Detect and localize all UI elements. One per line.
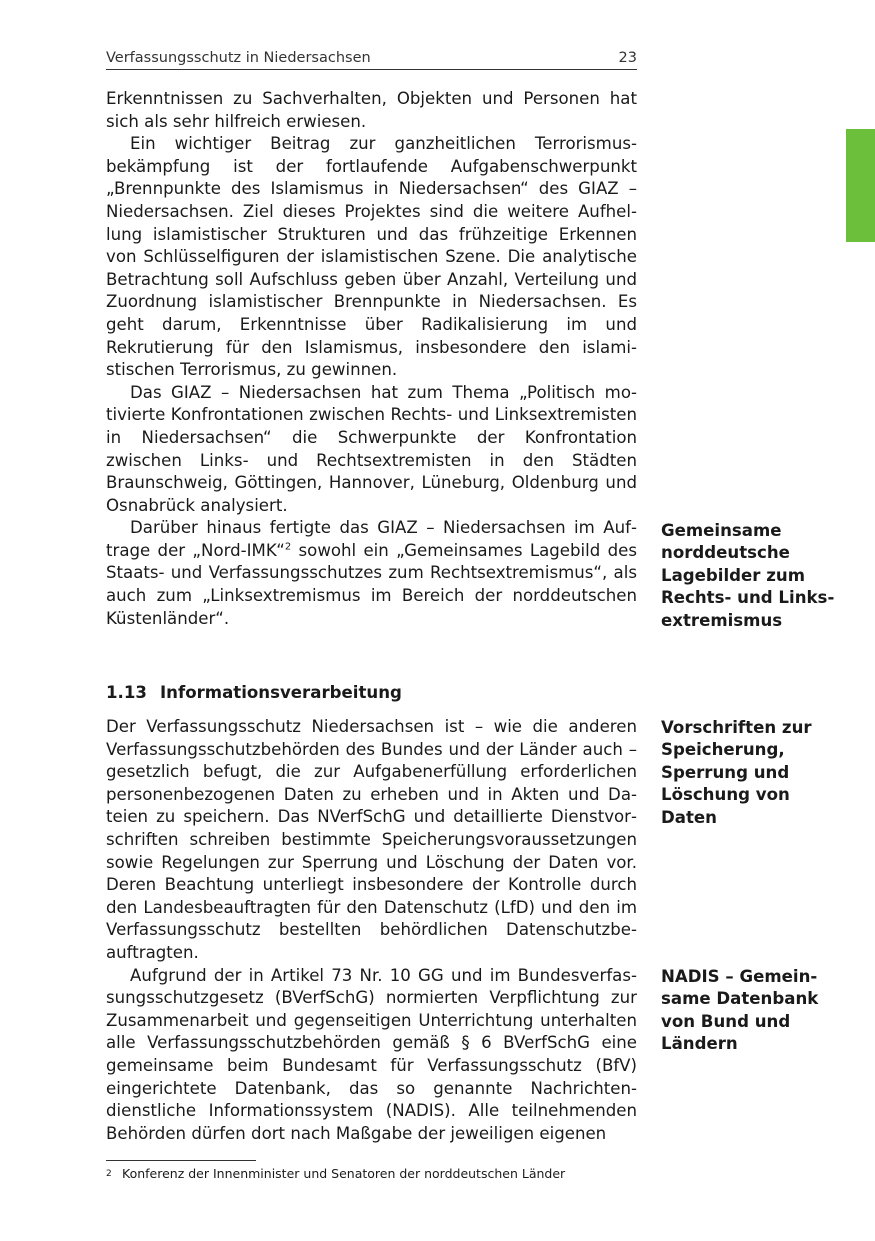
paragraph: Das GIAZ – Niedersachsen hat zum Thema „Politisch motivierte Konfrontationen zwischen Rechts- und Linksextremisten in Niedersachsen“ die Schwerpunkte der Konfrontation zwischen Links- und Rechtsextremisten in den Städten Braunschweig, Göttingen, Hannover, Lüneburg, Oldenburg und Osnabrück analysiert. xyxy=(106,382,637,515)
paragraph-text: Darüber hinaus fertigte das GIAZ – Niedersachsen im Auftrage der „Nord-IMK“ xyxy=(106,518,637,560)
marginal-note-lagebilder: Gemeinsame norddeutsche Lagebilder zum Rechts- und Linksextremismus xyxy=(661,521,835,630)
footnote-divider xyxy=(106,1160,256,1161)
paragraph: Aufgrund der in Artikel 73 Nr. 10 GG und im Bundesverfassungsschutzgesetz (BVerfSchG) normierten Verpflichtung zur Zusammenarbeit und gegenseitigen Unterrichtung unterhalten alle Verfassungsschutzbehörden gemäß § 6 BVerfSchG eine gemeinsame beim Bundesamt für Verfassungsschutz (BfV) eingerichtete Datenbank, das so genannte Nachrichtendienstliche Informationssystem (NADIS). Alle teilnehmenden Behörden dürfen dort nach Maßgabe der jeweiligen eigenen xyxy=(106,965,637,1143)
footnote-reference[interactable]: 2 xyxy=(284,541,292,553)
section-title: Informationsverarbeitung xyxy=(160,683,402,702)
paragraph: Der Verfassungsschutz Niedersachsen ist – wie die anderen Verfassungsschutzbehörden des Bundes und der Länder auch – gesetzlich befugt, die zur Aufgabenerfüllung erforderlichen personenbezogenen Daten zu erheben und in Akten und Dateien zu speichern. Das NVerfSchG und detaillierte Dienstvorschriften schreiben bestimmte Speicherungsvoraussetzungen sowie Regelungen zur Sperrung und Löschung der Daten vor. Deren Beachtung unterliegt insbesondere der Kontrolle durch den Landesbeauftragten für den Datenschutz (LfD) und den im Verfassungsschutz bestellten behördlichen Datenschutzbeauftragten. xyxy=(106,717,637,962)
paragraph: Ein wichtiger Beitrag zur ganzheitlichen Terrorismusbekämpfung ist der fortlaufende Aufgabenschwerpunkt „Brennpunkte des Islamismus in Niedersachsen“ des GIAZ – Niedersachsen. Ziel dieses Projektes sind die weitere Aufhellung islamistischer Strukturen und das frühzeitige Erkennen von Schlüsselfiguren der islamistischen Szene. Die analytische Betrachtung soll Aufschluss geben über Anzahl, Verteilung und Zuordnung islamistischer Brennpunkte in Niedersachsen. Es geht darum, Erkenntnisse über Radikalisierung im und Rekrutierung für den Islamismus, insbesondere den islamistischen Terrorismus, zu gewinnen. xyxy=(106,134,637,380)
body-text-block-1 xyxy=(106,88,637,630)
header-title: Verfassungsschutz in Niedersachsen xyxy=(106,50,371,66)
paragraph-text: sowohl ein „Gemeinsames Lagebild des Staats- und Verfassungsschutzes zum Rechtsextremismus“, als auch zum „Linksextremismus im Bereich der norddeutschen Küstenländer“. xyxy=(106,540,637,628)
footnote-text: Konferenz der Innenminister und Senatoren der norddeutschen Länder xyxy=(122,1166,566,1181)
paragraph: Erkenntnissen zu Sachverhalten, Objekten und Personen hat sich als sehr hilfreich erwiesen. xyxy=(106,89,637,131)
page-number: 23 xyxy=(618,50,637,66)
section-heading xyxy=(106,682,637,704)
footnote-mark: 2 xyxy=(106,1169,112,1179)
marginal-note-nadis: NADIS – Gemeinsame Datenbank von Bund und Ländern xyxy=(661,967,819,1054)
footnote xyxy=(106,1166,706,1182)
chapter-tab-marker xyxy=(846,129,875,242)
paragraph xyxy=(106,517,637,630)
running-header xyxy=(106,50,637,70)
body-text-block-2 xyxy=(106,716,637,1145)
section-number: 1.13 xyxy=(106,683,147,702)
marginal-note-vorschriften: Vorschriften zur Speicherung, Sperrung und Löschung von Daten xyxy=(661,718,812,827)
